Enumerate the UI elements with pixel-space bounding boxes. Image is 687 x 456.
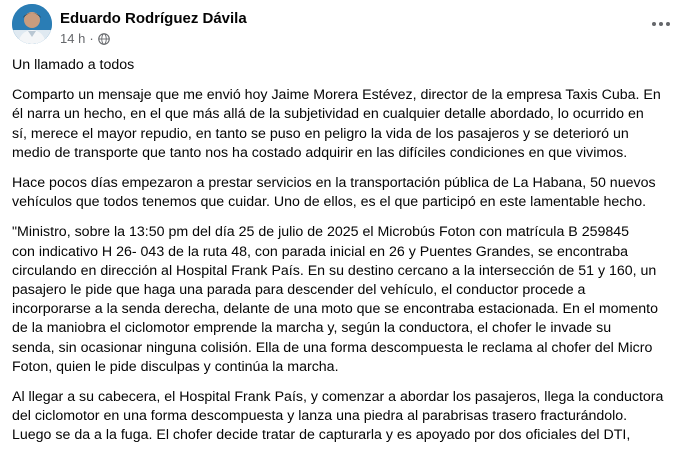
text-line: Comparto un mensaje que me envió hoy Jaime Morera Estévez, director de la empresa Taxis Cuba. En xyxy=(12,87,661,104)
post-meta xyxy=(60,31,110,46)
text-line: circulando en dirección al Hospital Frank País. En su destino cercano a la intersección de 51 y 160, un xyxy=(12,262,657,279)
text-line: Foton, quien le pide disculpas y continúa la marcha. xyxy=(12,358,339,375)
post-text xyxy=(12,56,682,456)
text-line: incorporarse a la senda derecha, delante de una moto que se encontraba estacionada. En el momento xyxy=(12,301,658,318)
avatar[interactable] xyxy=(12,4,52,44)
text-line: "Ministro, sobre la 13:50 pm del día 25 de julio de 2025 el Microbús Foton con matrícula B 259845 xyxy=(12,224,630,241)
post-paragraph xyxy=(12,56,682,75)
text-line: medio de transporte que tanto nos ha costado adquirir en las difíciles condiciones en que vivimos. xyxy=(12,144,628,161)
author-name[interactable]: Eduardo Rodríguez Dávila xyxy=(60,10,247,27)
post-paragraph xyxy=(12,86,682,163)
more-options-icon[interactable] xyxy=(647,14,675,34)
text-line: senda, sin ocasionar ninguna colisión. Ella de una forma descompuesta le reclama al chofer del Micro xyxy=(12,339,653,356)
text-line: sí, merece el mayor repudio, en tanto se puso en peligro la vida de los pasajeros y se deterioró un xyxy=(12,125,629,142)
text-line: pasajero le pide que haga una parada para descender del vehículo, el conductor procede a xyxy=(12,282,586,299)
post-paragraph xyxy=(12,174,682,212)
post-timestamp[interactable]: 14 h xyxy=(60,31,86,46)
post-header xyxy=(12,4,675,48)
text-line: Hace pocos días empezaron a prestar servicios en la transportación pública de La Habana, 50 nuevos xyxy=(12,175,656,192)
text-line: Luego se da a la fuga. El chofer decide tratar de capturarla y es apoyado por dos oficiales del DTI, xyxy=(12,427,631,444)
globe-icon xyxy=(98,33,110,45)
text-line: vehículos que todos tenemos que cuidar. Uno de ellos, es el que participó en este lamentable hecho. xyxy=(12,194,647,211)
text-line: de la maniobra el ciclomotor emprende la marcha y, según la conductora, el chofer le invade su xyxy=(12,320,612,337)
text-line: Un llamado a todos xyxy=(12,57,135,73)
text-line: del ciclomotor en una forma descompuesta y lanza una piedra al parabrisas trasero fracturándolo. xyxy=(12,408,628,425)
text-line: con indicativo H 26- 043 de la ruta 48, con parada inicial en 26 y Puentes Grandes, se encontraba xyxy=(12,243,628,260)
post-paragraph xyxy=(12,223,682,377)
text-line: Al llegar a su cabecera, el Hospital Frank País, y comenzar a abordar los pasajeros, llega la conductora xyxy=(12,389,664,406)
post-paragraph xyxy=(12,388,682,446)
meta-separator: · xyxy=(89,31,94,46)
text-line: él narra un hecho, en el que más allá de la subjetividad en cualquier detalle abordado, lo ocurrido en xyxy=(12,106,644,123)
